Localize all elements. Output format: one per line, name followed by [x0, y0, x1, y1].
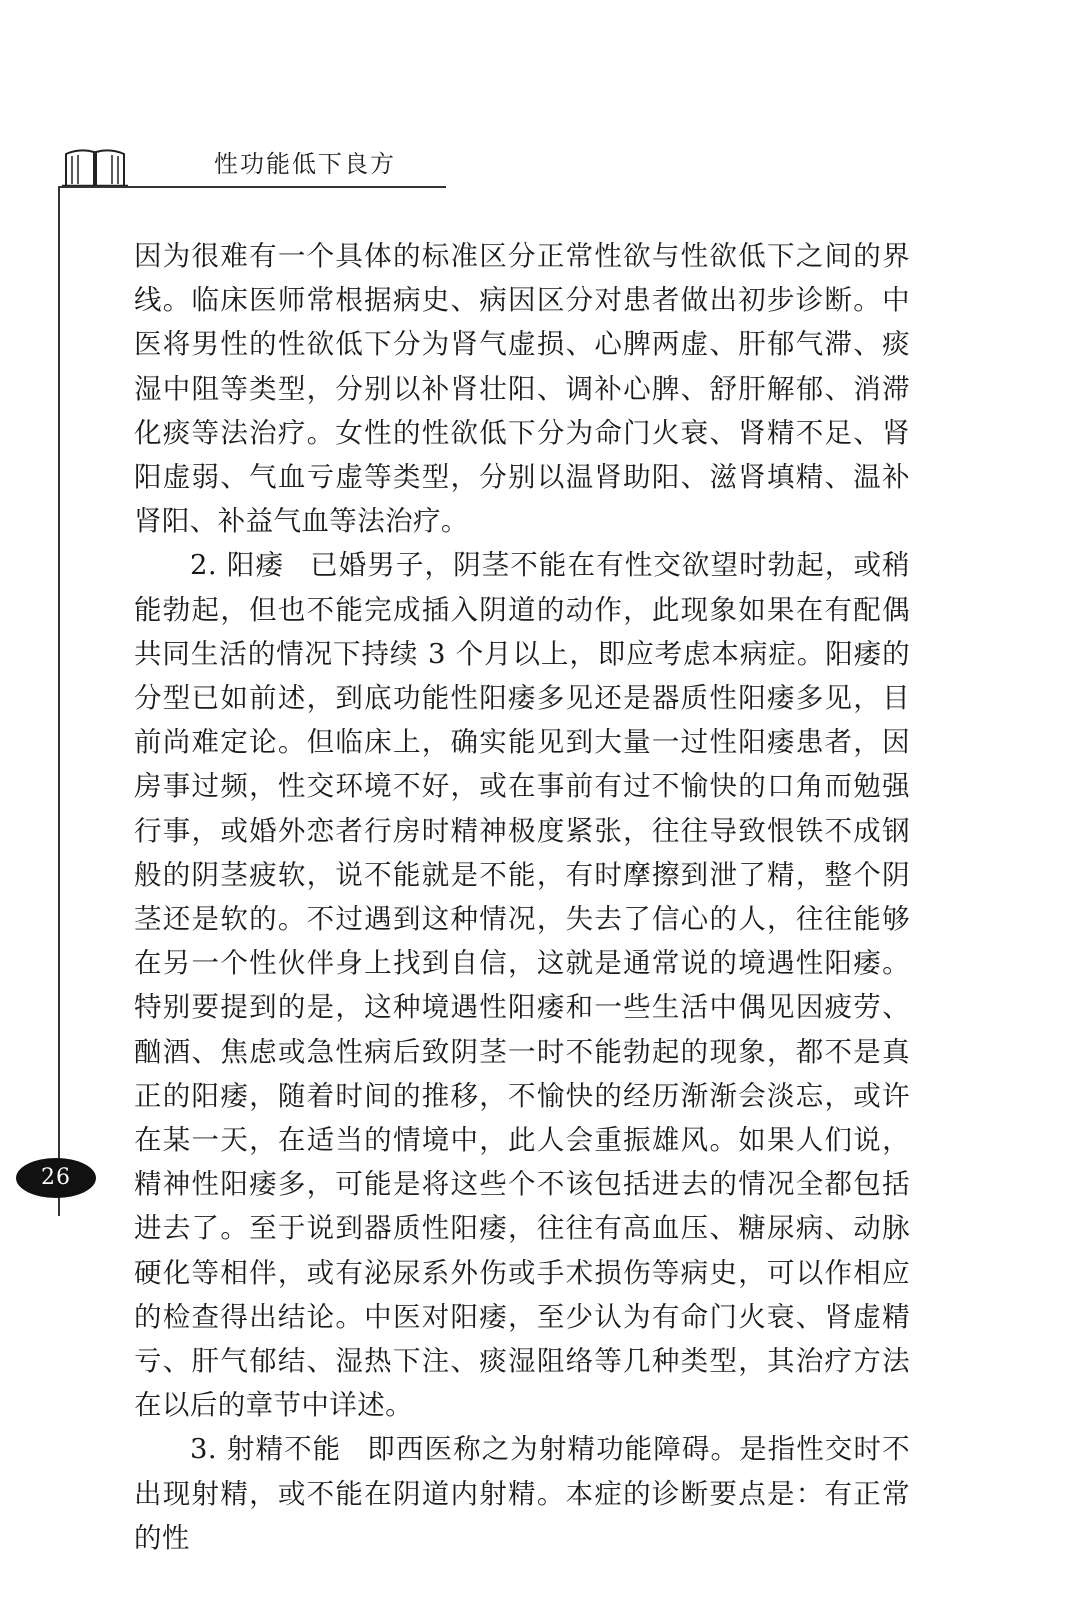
page-number-badge: 26 — [16, 1158, 96, 1198]
paragraph-text: 因为很难有一个具体的标准区分正常性欲与性欲低下之间的界线。临床医师常根据病史、病因区分对患者做出初步诊断。中医将男性的性欲低下分为肾气虚损、心脾两虚、肝郁气滞、痰湿中阻等类型，分别以补肾壮阳、调补心脾、舒肝解郁、消滞化痰等法治疗。女性的性欲低下分为命门火衰、肾精不足、肾阳虚弱、气血亏虚等类型，分别以温肾助阳、滋肾填精、温补肾阳、补益气血等法治疗。 — [134, 240, 910, 538]
paragraph-1 — [134, 234, 910, 543]
paragraph-heading: 2. 阳痿 — [190, 549, 285, 582]
paragraph-text: 已婚男子，阴茎不能在有性交欲望时勃起，或稍能勃起，但也不能完成插入阴道的动作，此现象如果在有配偶共同生活的情况下持续 3 个月以上，即应考虑本病症。阳痿的分型已如前述，到底功能性阳痿多见还是器质性阳痿多见，目前尚难定论。但临床上，确实能见到大量一过性阳痿患者，因房事过频，性交环境不好，或在事前有过不愉快的口角而勉强行事，或婚外恋者行房时精神极度紧张，往往导致恨铁不成钢般的阴茎疲软，说不能就是不能，有时摩擦到泄了精，整个阴茎还是软的。不过遇到这种情况，失去了信心的人，往往能够在另一个性伙伴身上找到自信，这就是通常说的境遇性阳痿。特别要提到的是，这种境遇性阳痿和一些生活中偶见因疲劳、酗酒、焦虑或急性病后致阴茎一时不能勃起的现象，都不是真正的阳痿，随着时间的推移，不愉快的经历渐渐会淡忘，或许在某一天，在适当的情境中，此人会重振雄风。如果人们说，精神性阳痿多，可能是将这些个不该包括进去的情况全都包括进去了。至于说到器质性阳痿，往往有高血压、糖尿病、动脉硬化等相伴，或有泌尿系外伤或手术损伤等病史，可以作相应的检查得出结论。中医对阳痿，至少认为有命门火衰、肾虚精亏、肝气郁结、湿热下注、痰湿阻络等几种类型，其治疗方法在以后的章节中详述。 — [134, 549, 910, 1422]
paragraph-3 — [134, 1427, 910, 1560]
running-head-title: 性功能低下良方 — [214, 150, 396, 178]
open-book-icon — [62, 146, 128, 188]
paragraph-heading: 3. 射精不能 — [190, 1433, 342, 1466]
paragraph-text: 即西医称之为射精功能障碍。是指性交时不出现射精，或不能在阴道内射精。本症的诊断要点是：有正常的性 — [134, 1433, 910, 1554]
margin-rule — [58, 186, 60, 1216]
body-text — [134, 234, 910, 1560]
header-rule — [58, 186, 446, 188]
paragraph-2 — [134, 543, 910, 1427]
